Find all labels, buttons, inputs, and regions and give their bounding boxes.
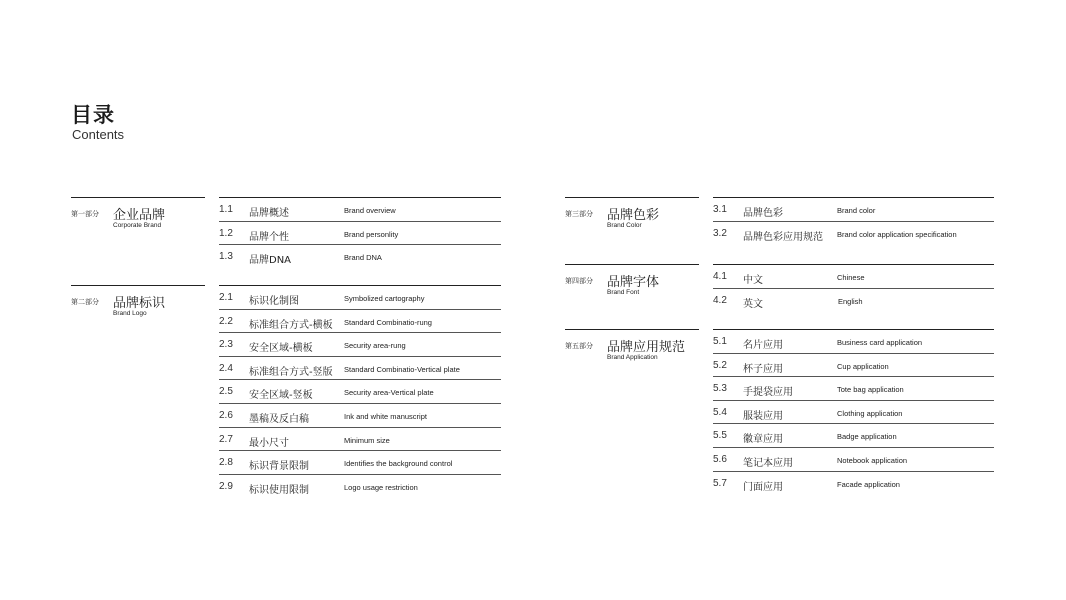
toc-title-en: Cup application <box>837 361 889 371</box>
toc-num: 5.6 <box>713 453 727 465</box>
toc-num: 4.2 <box>713 294 727 306</box>
toc-title-cn: 名片应用 <box>743 340 783 351</box>
toc-num: 1.1 <box>219 204 233 215</box>
section-5-label: 第五部分 <box>565 342 593 350</box>
toc-num: 3.2 <box>713 227 727 239</box>
toc-title-en: Identifies the background control <box>344 459 453 469</box>
toc-num: 1.2 <box>219 227 233 239</box>
toc-num: 5.1 <box>713 336 727 347</box>
section-3-title-en: Brand Color <box>607 222 642 229</box>
toc-item-5-5[interactable] <box>713 424 994 448</box>
section-4-title: 品牌字体 <box>607 275 660 290</box>
toc-title-cn: 中文 <box>743 275 763 286</box>
section-1-title: 企业品牌 <box>113 208 166 223</box>
toc-item-5-6[interactable] <box>713 448 994 472</box>
toc-title-en: Business card application <box>837 338 923 347</box>
toc-title-cn: 品牌色彩应用规范 <box>743 231 823 243</box>
toc-num: 2.5 <box>219 386 233 398</box>
toc-item-1-1[interactable] <box>219 197 501 222</box>
toc-title-cn: 品牌概述 <box>249 208 289 219</box>
section-3-title: 品牌色彩 <box>607 208 660 223</box>
toc-title-en: Badge application <box>837 432 897 442</box>
toc-item-2-5[interactable] <box>219 380 501 404</box>
toc-num: 3.1 <box>713 204 727 215</box>
toc-title-cn: 标识使用限制 <box>249 484 309 496</box>
toc-title-cn: 笔记本应用 <box>743 457 793 469</box>
toc-title-cn: 品牌色彩 <box>743 208 783 219</box>
toc-num: 5.7 <box>713 477 727 489</box>
toc-num: 2.3 <box>219 339 233 351</box>
toc-item-2-2[interactable] <box>219 310 501 334</box>
toc-item-2-1[interactable] <box>219 285 501 310</box>
toc-title-cn: 最小尺寸 <box>249 437 289 449</box>
toc-num: 2.1 <box>219 292 233 303</box>
toc-num: 5.2 <box>713 359 727 371</box>
toc-title-cn: 服装应用 <box>743 410 783 422</box>
toc-item-1-3[interactable] <box>219 245 501 268</box>
toc-title-en: Security area-Vertical plate <box>344 388 434 398</box>
section-4-label: 第四部分 <box>565 277 593 285</box>
section-2-items <box>219 285 501 497</box>
toc-num: 2.6 <box>219 409 233 421</box>
toc-title-cn: 杯子应用 <box>743 363 783 375</box>
toc-num: 2.8 <box>219 457 233 469</box>
toc-num: 5.5 <box>713 430 727 442</box>
toc-title-cn: 徽章应用 <box>743 434 783 446</box>
page-subtitle: Contents <box>72 127 125 142</box>
section-5-header <box>565 329 699 361</box>
toc-title-en: Brand color application specification <box>837 229 957 239</box>
section-5-items <box>713 329 994 494</box>
toc-title-cn: 安全区域-横板 <box>249 343 313 355</box>
toc-title-en: Minimum size <box>344 435 390 445</box>
toc-item-2-7[interactable] <box>219 428 501 452</box>
toc-title-en: Security area-rung <box>344 341 406 351</box>
toc-title-en: Symbolized cartography <box>344 294 425 303</box>
toc-item-2-6[interactable] <box>219 404 501 428</box>
toc-num: 2.7 <box>219 433 233 445</box>
toc-title-cn: 标识化制图 <box>249 296 299 307</box>
toc-title-cn: 门面应用 <box>743 481 783 493</box>
toc-title-en: Brand personlity <box>344 229 399 239</box>
toc-item-5-4[interactable] <box>713 401 994 425</box>
toc-title-en: Ink and white manuscript <box>344 411 427 421</box>
section-1-items <box>219 197 501 268</box>
section-3-label: 第三部分 <box>565 210 593 218</box>
toc-title-en: Standard Combinatio-rung <box>344 317 432 327</box>
toc-item-5-7[interactable] <box>713 472 994 495</box>
toc-item-4-2[interactable] <box>713 289 994 312</box>
section-1-label: 第一部分 <box>71 210 99 218</box>
toc-title-en: Logo usage restriction <box>344 482 418 492</box>
toc-num: 5.3 <box>713 383 727 395</box>
toc-title-en: Chinese <box>837 273 865 282</box>
section-3-header <box>565 197 699 229</box>
toc-title-cn: 安全区域-竖板 <box>249 390 313 402</box>
toc-title-cn: 手提袋应用 <box>743 387 793 399</box>
toc-item-3-1[interactable] <box>713 197 994 222</box>
toc-title-en: Brand color <box>837 206 876 215</box>
toc-item-5-3[interactable] <box>713 377 994 401</box>
toc-title-en: Clothing application <box>837 408 903 418</box>
toc-num: 2.9 <box>219 480 233 492</box>
toc-num: 4.1 <box>713 271 727 282</box>
toc-item-2-8[interactable] <box>219 451 501 475</box>
section-4-header <box>565 264 699 296</box>
toc-item-3-2[interactable] <box>713 222 994 245</box>
section-4-items <box>713 264 994 311</box>
section-2-header <box>71 285 205 317</box>
section-2-label: 第二部分 <box>71 298 99 306</box>
toc-item-4-1[interactable] <box>713 264 994 289</box>
page-title: 目录 <box>71 103 115 127</box>
toc-title-cn: 墨稿及反白稿 <box>249 413 309 425</box>
toc-num: 5.4 <box>713 406 727 418</box>
toc-title-cn: 品牌个性 <box>249 231 289 243</box>
section-5-title: 品牌应用规范 <box>607 340 686 355</box>
toc-num: 2.2 <box>219 315 233 327</box>
toc-title-en: Notebook application <box>837 455 908 465</box>
toc-item-1-2[interactable] <box>219 222 501 246</box>
toc-item-2-4[interactable] <box>219 357 501 381</box>
section-1-title-en: Corporate Brand <box>113 222 162 229</box>
toc-title-en: English <box>838 296 863 306</box>
toc-title-cn: 标准组合方式-横板 <box>249 319 333 331</box>
toc-title-en: Brand overview <box>344 206 396 215</box>
toc-title-en: Brand DNA <box>344 253 382 263</box>
toc-item-5-2[interactable] <box>713 354 994 378</box>
toc-item-2-9[interactable] <box>219 475 501 498</box>
section-1-header <box>71 197 205 229</box>
toc-title-cn: 品牌DNA <box>249 255 292 267</box>
toc-num: 1.3 <box>219 251 233 263</box>
toc-title-en: Facade application <box>837 479 900 489</box>
toc-item-5-1[interactable] <box>713 329 994 354</box>
toc-title-cn: 英文 <box>743 298 763 310</box>
toc-title-en: Standard Combinatio-Vertical plate <box>344 364 460 374</box>
section-3-items <box>713 197 994 244</box>
section-5-title-en: Brand Application <box>607 354 658 361</box>
toc-title-cn: 标识背景限制 <box>249 461 309 473</box>
section-4-title-en: Brand Font <box>607 289 640 296</box>
section-2-title: 品牌标识 <box>113 296 166 311</box>
toc-num: 2.4 <box>219 362 233 374</box>
toc-title-en: Tote bag application <box>837 385 904 395</box>
toc-item-2-3[interactable] <box>219 333 501 357</box>
section-2-title-en: Brand Logo <box>113 310 147 317</box>
toc-title-cn: 标准组合方式-竖版 <box>249 366 333 378</box>
